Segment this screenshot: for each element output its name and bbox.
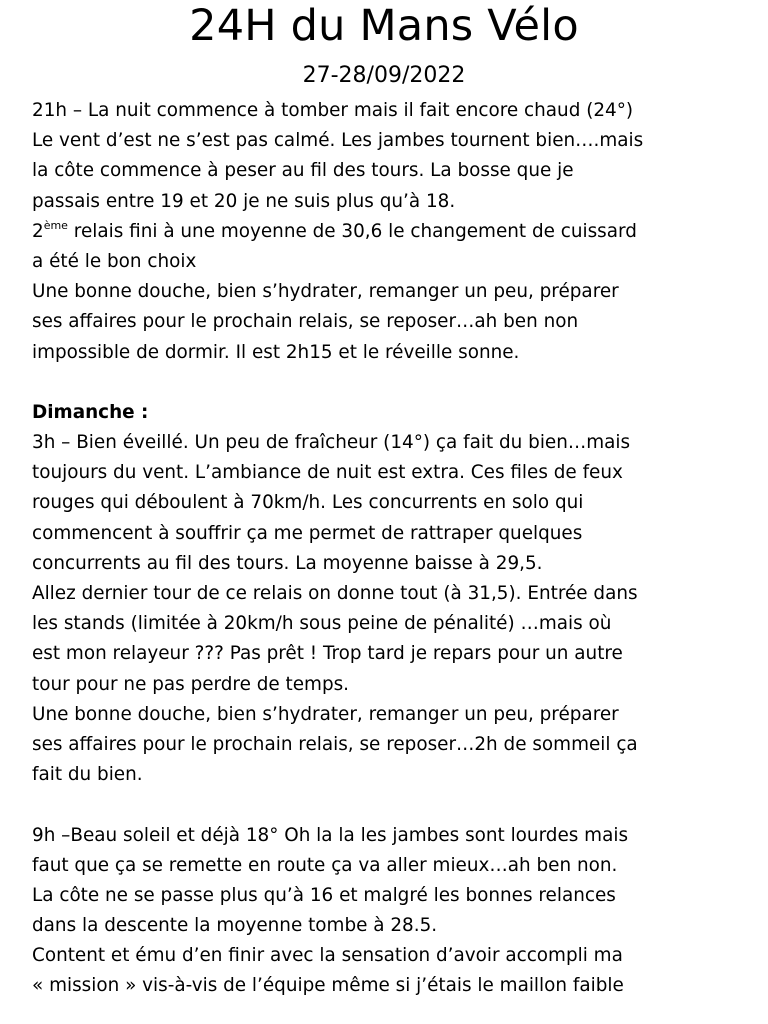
event-date: 27-28/09/2022 <box>302 63 466 88</box>
text-line: la côte commence à peser au fil des tours. La bosse que je <box>32 160 574 182</box>
text-line: toujours du vent. L’ambiance de nuit est extra. Ces files de feux <box>32 462 623 484</box>
report-body <box>32 96 752 1002</box>
page-title: 24H du Mans Vélo <box>189 1 579 51</box>
text-line: « mission » vis-à-vis de l’équipe même si j’étais le maillon faible <box>32 975 624 997</box>
paragraph-spacer <box>32 790 752 820</box>
text-line: 3h – Bien éveillé. Un peu de fraîcheur (14°) ça fait du bien…mais <box>32 432 631 454</box>
text-line: La côte ne se passe plus qu’à 16 et malgré les bonnes relances <box>32 884 616 906</box>
relay-number: 2 <box>32 220 44 242</box>
text-line: Une bonne douche, bien s’hydrater, remanger un peu, préparer <box>32 703 619 725</box>
text-line: passais entre 19 et 20 je ne suis plus qu’à 18. <box>32 190 456 212</box>
text-line: fait du bien. <box>32 764 143 786</box>
section-heading: Dimanche : <box>32 401 149 423</box>
text-line: ses affaires pour le prochain relais, se reposer…ah ben non <box>32 311 579 333</box>
text-line: Content et ému d’en finir avec la sensation d’avoir accompli ma <box>32 945 623 967</box>
paragraph-spacer <box>32 368 752 398</box>
text-line: ses affaires pour le prochain relais, se reposer…2h de sommeil ça <box>32 733 638 755</box>
text-line: rouges qui déboulent à 70km/h. Les concurrents en solo qui <box>32 492 584 514</box>
text-line: 21h – La nuit commence à tomber mais il fait encore chaud (24°) <box>32 100 634 121</box>
text-line: a été le bon choix <box>32 250 197 272</box>
text-line: faut que ça se remette en route ça va aller mieux…ah ben non. <box>32 854 618 876</box>
text-line: Allez dernier tour de ce relais on donne tout (à 31,5). Entrée dans <box>32 583 638 604</box>
text-line: impossible de dormir. Il est 2h15 et le réveille sonne. <box>32 341 520 363</box>
text-line: commencent à souffrir ça me permet de rattraper quelques <box>32 522 583 544</box>
text-line: les stands (limitée à 20km/h sous peine de pénalité) …mais où <box>32 613 612 635</box>
text-line: dans la descente la moyenne tombe à 28.5. <box>32 915 438 937</box>
text-line: concurrents au fil des tours. La moyenne baisse à 29,5. <box>32 552 543 574</box>
text-line: est mon relayeur ??? Pas prêt ! Trop tard je repars pour un autre <box>32 643 623 665</box>
text-line: Une bonne douche, bien s’hydrater, remanger un peu, préparer <box>32 281 619 303</box>
text-line: 9h –Beau soleil et déjà 18° Oh la la les jambes sont lourdes mais <box>32 824 629 846</box>
text-line: tour pour ne pas perdre de temps. <box>32 673 350 695</box>
text-line: Le vent d’est ne s’est pas calmé. Les jambes tournent bien….mais <box>32 130 644 152</box>
relay-text: relais fini à une moyenne de 30,6 le changement de cuissard <box>67 220 637 242</box>
ordinal-suffix: ème <box>43 218 68 232</box>
text-line-relay <box>32 217 752 247</box>
